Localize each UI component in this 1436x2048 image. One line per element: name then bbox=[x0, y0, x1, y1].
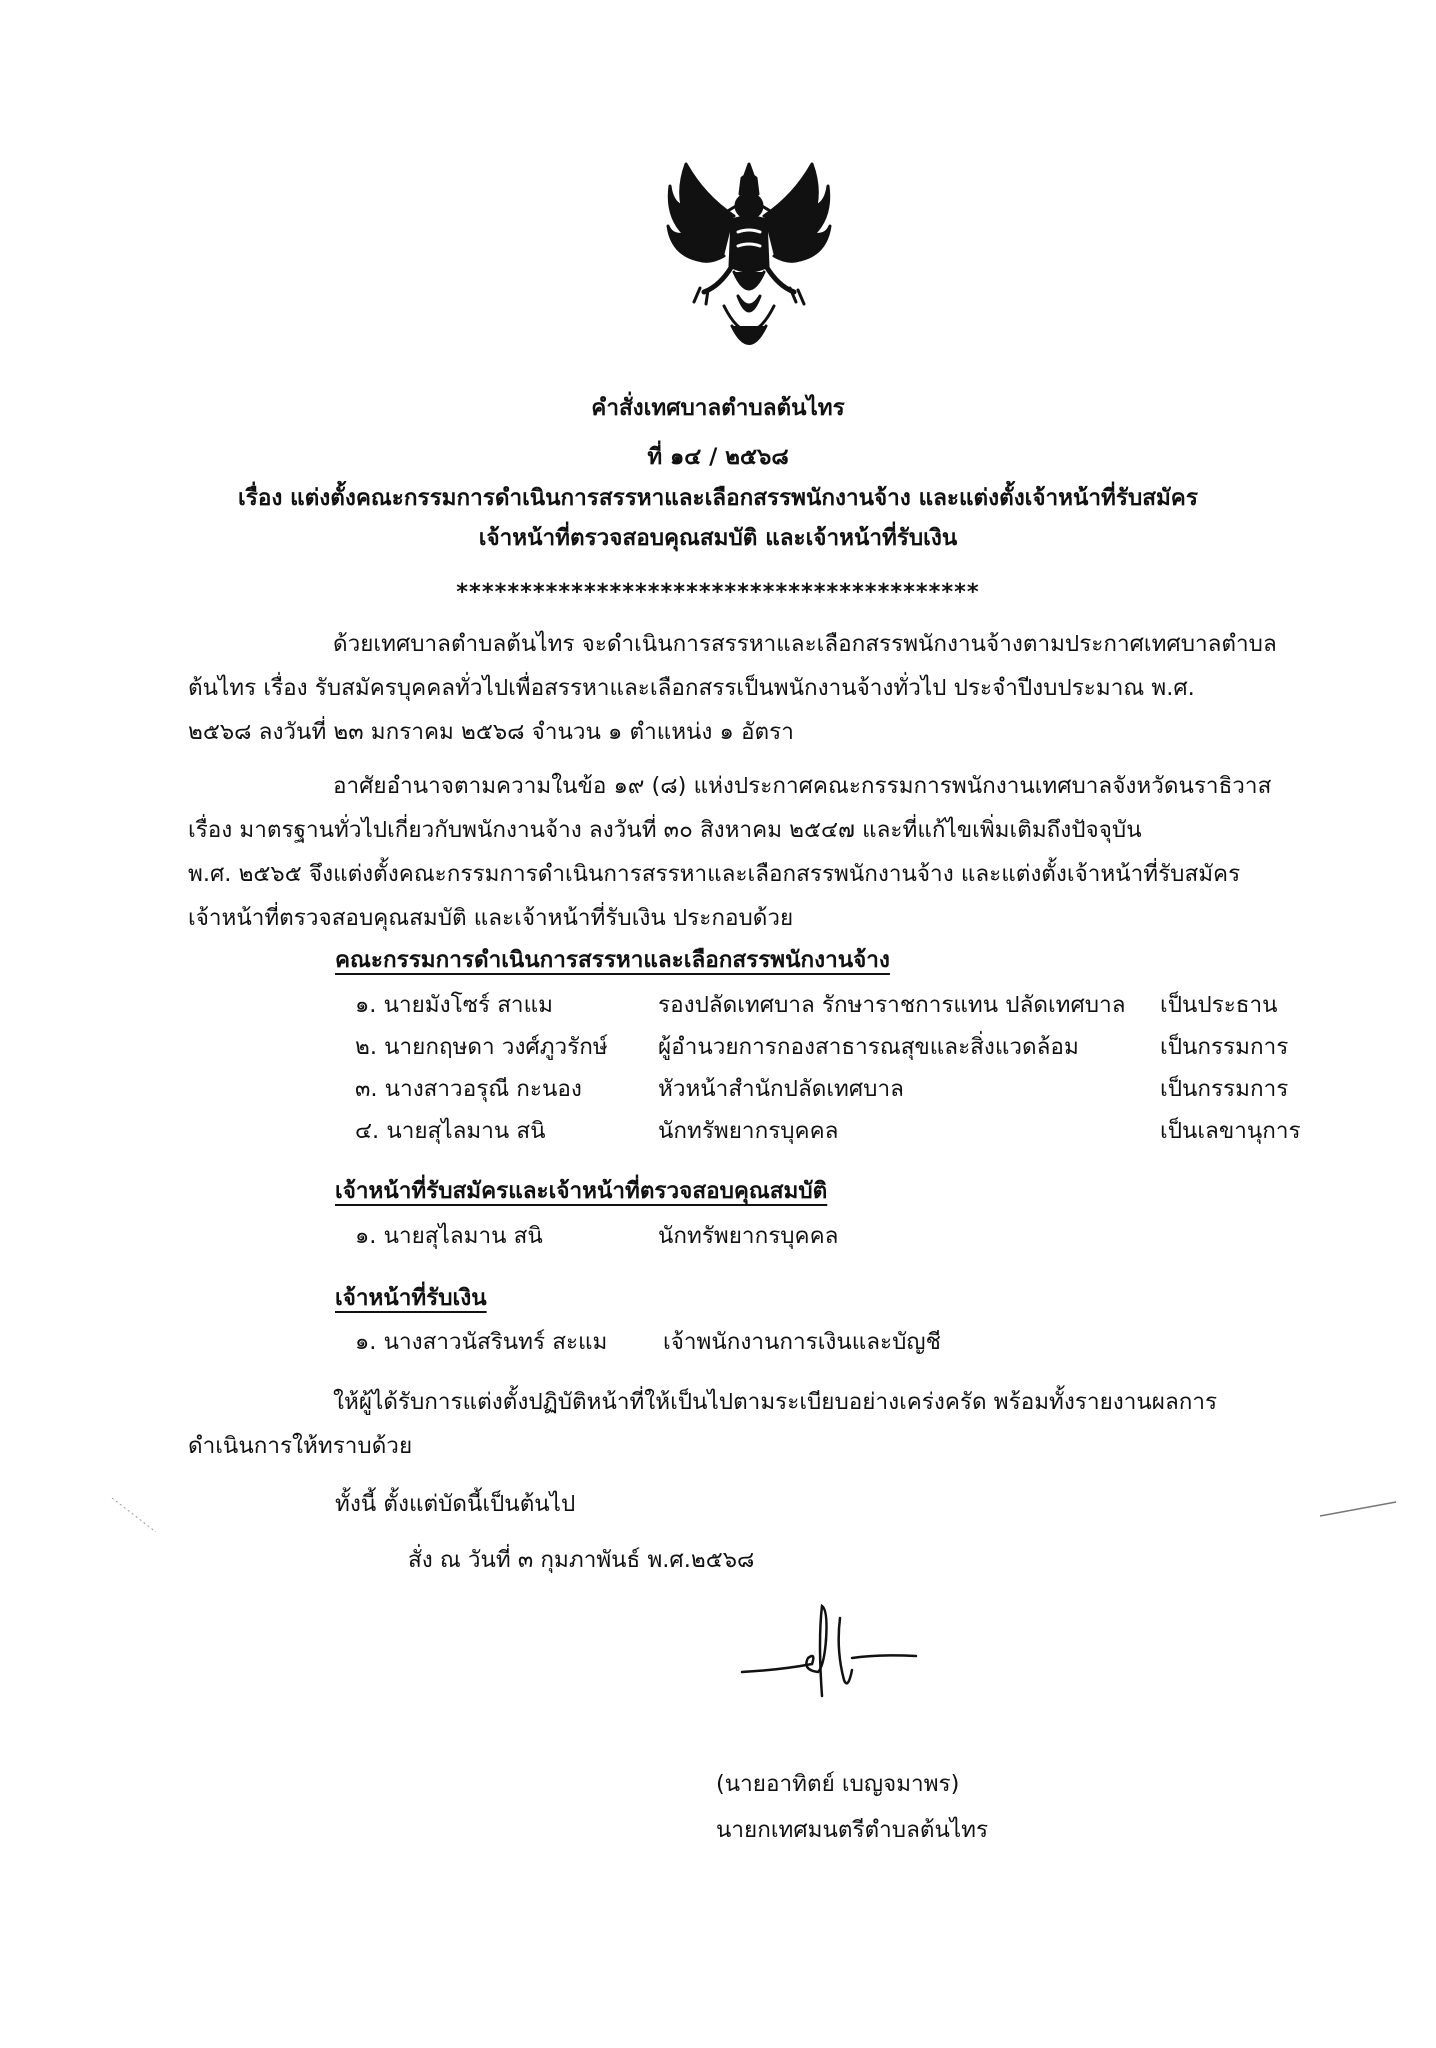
member-position: ผู้อำนวยการกองสาธารณสุขและสิ่งแวดล้อม bbox=[658, 1034, 1079, 1060]
member-name: ๑. นางสาวนัสรินทร์ สะแม bbox=[355, 1329, 608, 1355]
effective-statement: ทั้งนี้ ตั้งแต่บัดนี้เป็นต้นไป bbox=[335, 1491, 576, 1517]
order-subject-line-2: เจ้าหน้าที่ตรวจสอบคุณสมบัติ และเจ้าหน้าที่รับเงิน bbox=[478, 525, 958, 551]
signatory-name: (นายอาทิตย์ เบญจมาพร) bbox=[716, 1771, 960, 1797]
member-name: ๒. นายกฤษดา วงศ์ภูวรักษ์ bbox=[355, 1034, 608, 1060]
separator: ***************************************** bbox=[456, 579, 980, 605]
member-position: เจ้าพนักงานการเงินและบัญชี bbox=[663, 1329, 941, 1355]
paragraph-line: ให้ผู้ได้รับการแต่งตั้งปฏิบัติหน้าที่ให้เป็นไปตามระเบียบอย่างเคร่งครัด พร้อมทั้งรายงานผลการ bbox=[333, 1389, 1218, 1415]
paragraph-line: พ.ศ. ๒๕๖๕ จึงแต่งตั้งคณะกรรมการดำเนินการสรรหาและเลือกสรรพนักงานจ้าง และแต่งตั้งเจ้าหน้าที่รับสมัคร bbox=[188, 861, 1241, 887]
member-role: เป็นกรรมการ bbox=[1160, 1034, 1289, 1060]
member-role: เป็นประธาน bbox=[1160, 992, 1278, 1018]
paragraph-line: ต้นไทร เรื่อง รับสมัครบุคคลทั่วไปเพื่อสรรหาและเลือกสรรเป็นพนักงานจ้างทั่วไป ประจำปีงบประมาณ พ.ศ. bbox=[188, 675, 1195, 701]
signatory-title: นายกเทศมนตรีตำบลต้นไทร bbox=[716, 1817, 989, 1843]
scan-mark bbox=[1318, 1498, 1398, 1518]
member-name: ๓. นางสาวอรุณี กะนอง bbox=[355, 1076, 582, 1102]
paragraph-authority bbox=[188, 764, 1328, 940]
cashier-heading: เจ้าหน้าที่รับเงิน bbox=[335, 1285, 487, 1311]
garuda-emblem-icon bbox=[664, 156, 834, 366]
paragraph-line: เจ้าหน้าที่ตรวจสอบคุณสมบัติ และเจ้าหน้าที่รับเงิน ประกอบด้วย bbox=[188, 905, 794, 931]
order-title: คำสั่งเทศบาลตำบลต้นไทร bbox=[591, 395, 845, 421]
paragraph-line: ด้วยเทศบาลตำบลต้นไทร จะดำเนินการสรรหาและเลือกสรรพนักงานจ้างตามประกาศเทศบาลตำบล bbox=[333, 631, 1277, 657]
member-name: ๑. นายมังโซร์ สาแม bbox=[355, 992, 553, 1018]
scan-mark bbox=[110, 1496, 160, 1536]
member-role: เป็นกรรมการ bbox=[1160, 1076, 1289, 1102]
member-position: นักทรัพยากรบุคคล bbox=[658, 1223, 839, 1249]
handwritten-signature bbox=[740, 1600, 940, 1710]
member-position: รองปลัดเทศบาล รักษาราชการแทน ปลัดเทศบาล bbox=[658, 992, 1126, 1018]
ordered-date: สั่ง ณ วันที่ ๓ กุมภาพันธ์ พ.ศ.๒๕๖๘ bbox=[408, 1547, 755, 1573]
paragraph-line: ดำเนินการให้ทราบด้วย bbox=[188, 1433, 413, 1459]
member-name: ๔. นายสุไลมาน สนิ bbox=[355, 1118, 546, 1144]
paragraph-line: อาศัยอำนาจตามความในข้อ ๑๙ (๘) แห่งประกาศคณะกรรมการพนักงานเทศบาลจังหวัดนราธิวาส bbox=[333, 773, 1272, 799]
order-subject-line-1: เรื่อง แต่งตั้งคณะกรรมการดำเนินการสรรหาและเลือกสรรพนักงานจ้าง และแต่งตั้งเจ้าหน้าที่รับสมัคร bbox=[238, 485, 1198, 511]
paragraph-line: เรื่อง มาตรฐานทั่วไปเกี่ยวกับพนักงานจ้าง ลงวันที่ ๓๐ สิงหาคม ๒๕๔๗ และที่แก้ไขเพิ่มเติมถึงปัจจุบัน bbox=[188, 817, 1142, 843]
paragraph-announcement bbox=[188, 622, 1328, 754]
registrar-heading: เจ้าหน้าที่รับสมัครและเจ้าหน้าที่ตรวจสอบคุณสมบัติ bbox=[335, 1178, 828, 1204]
paragraph-closing bbox=[188, 1380, 1328, 1468]
paragraph-line: ๒๕๖๘ ลงวันที่ ๒๓ มกราคม ๒๕๖๘ จำนวน ๑ ตำแหน่ง ๑ อัตรา bbox=[188, 719, 794, 745]
committee-heading: คณะกรรมการดำเนินการสรรหาและเลือกสรรพนักงานจ้าง bbox=[335, 947, 890, 973]
member-position: หัวหน้าสำนักปลัดเทศบาล bbox=[658, 1076, 904, 1102]
member-role: เป็นเลขานุการ bbox=[1160, 1118, 1301, 1144]
member-position: นักทรัพยากรบุคคล bbox=[658, 1118, 839, 1144]
member-name: ๑. นายสุไลมาน สนิ bbox=[355, 1223, 543, 1249]
order-number: ที่ ๑๔ / ๒๕๖๘ bbox=[647, 444, 789, 470]
